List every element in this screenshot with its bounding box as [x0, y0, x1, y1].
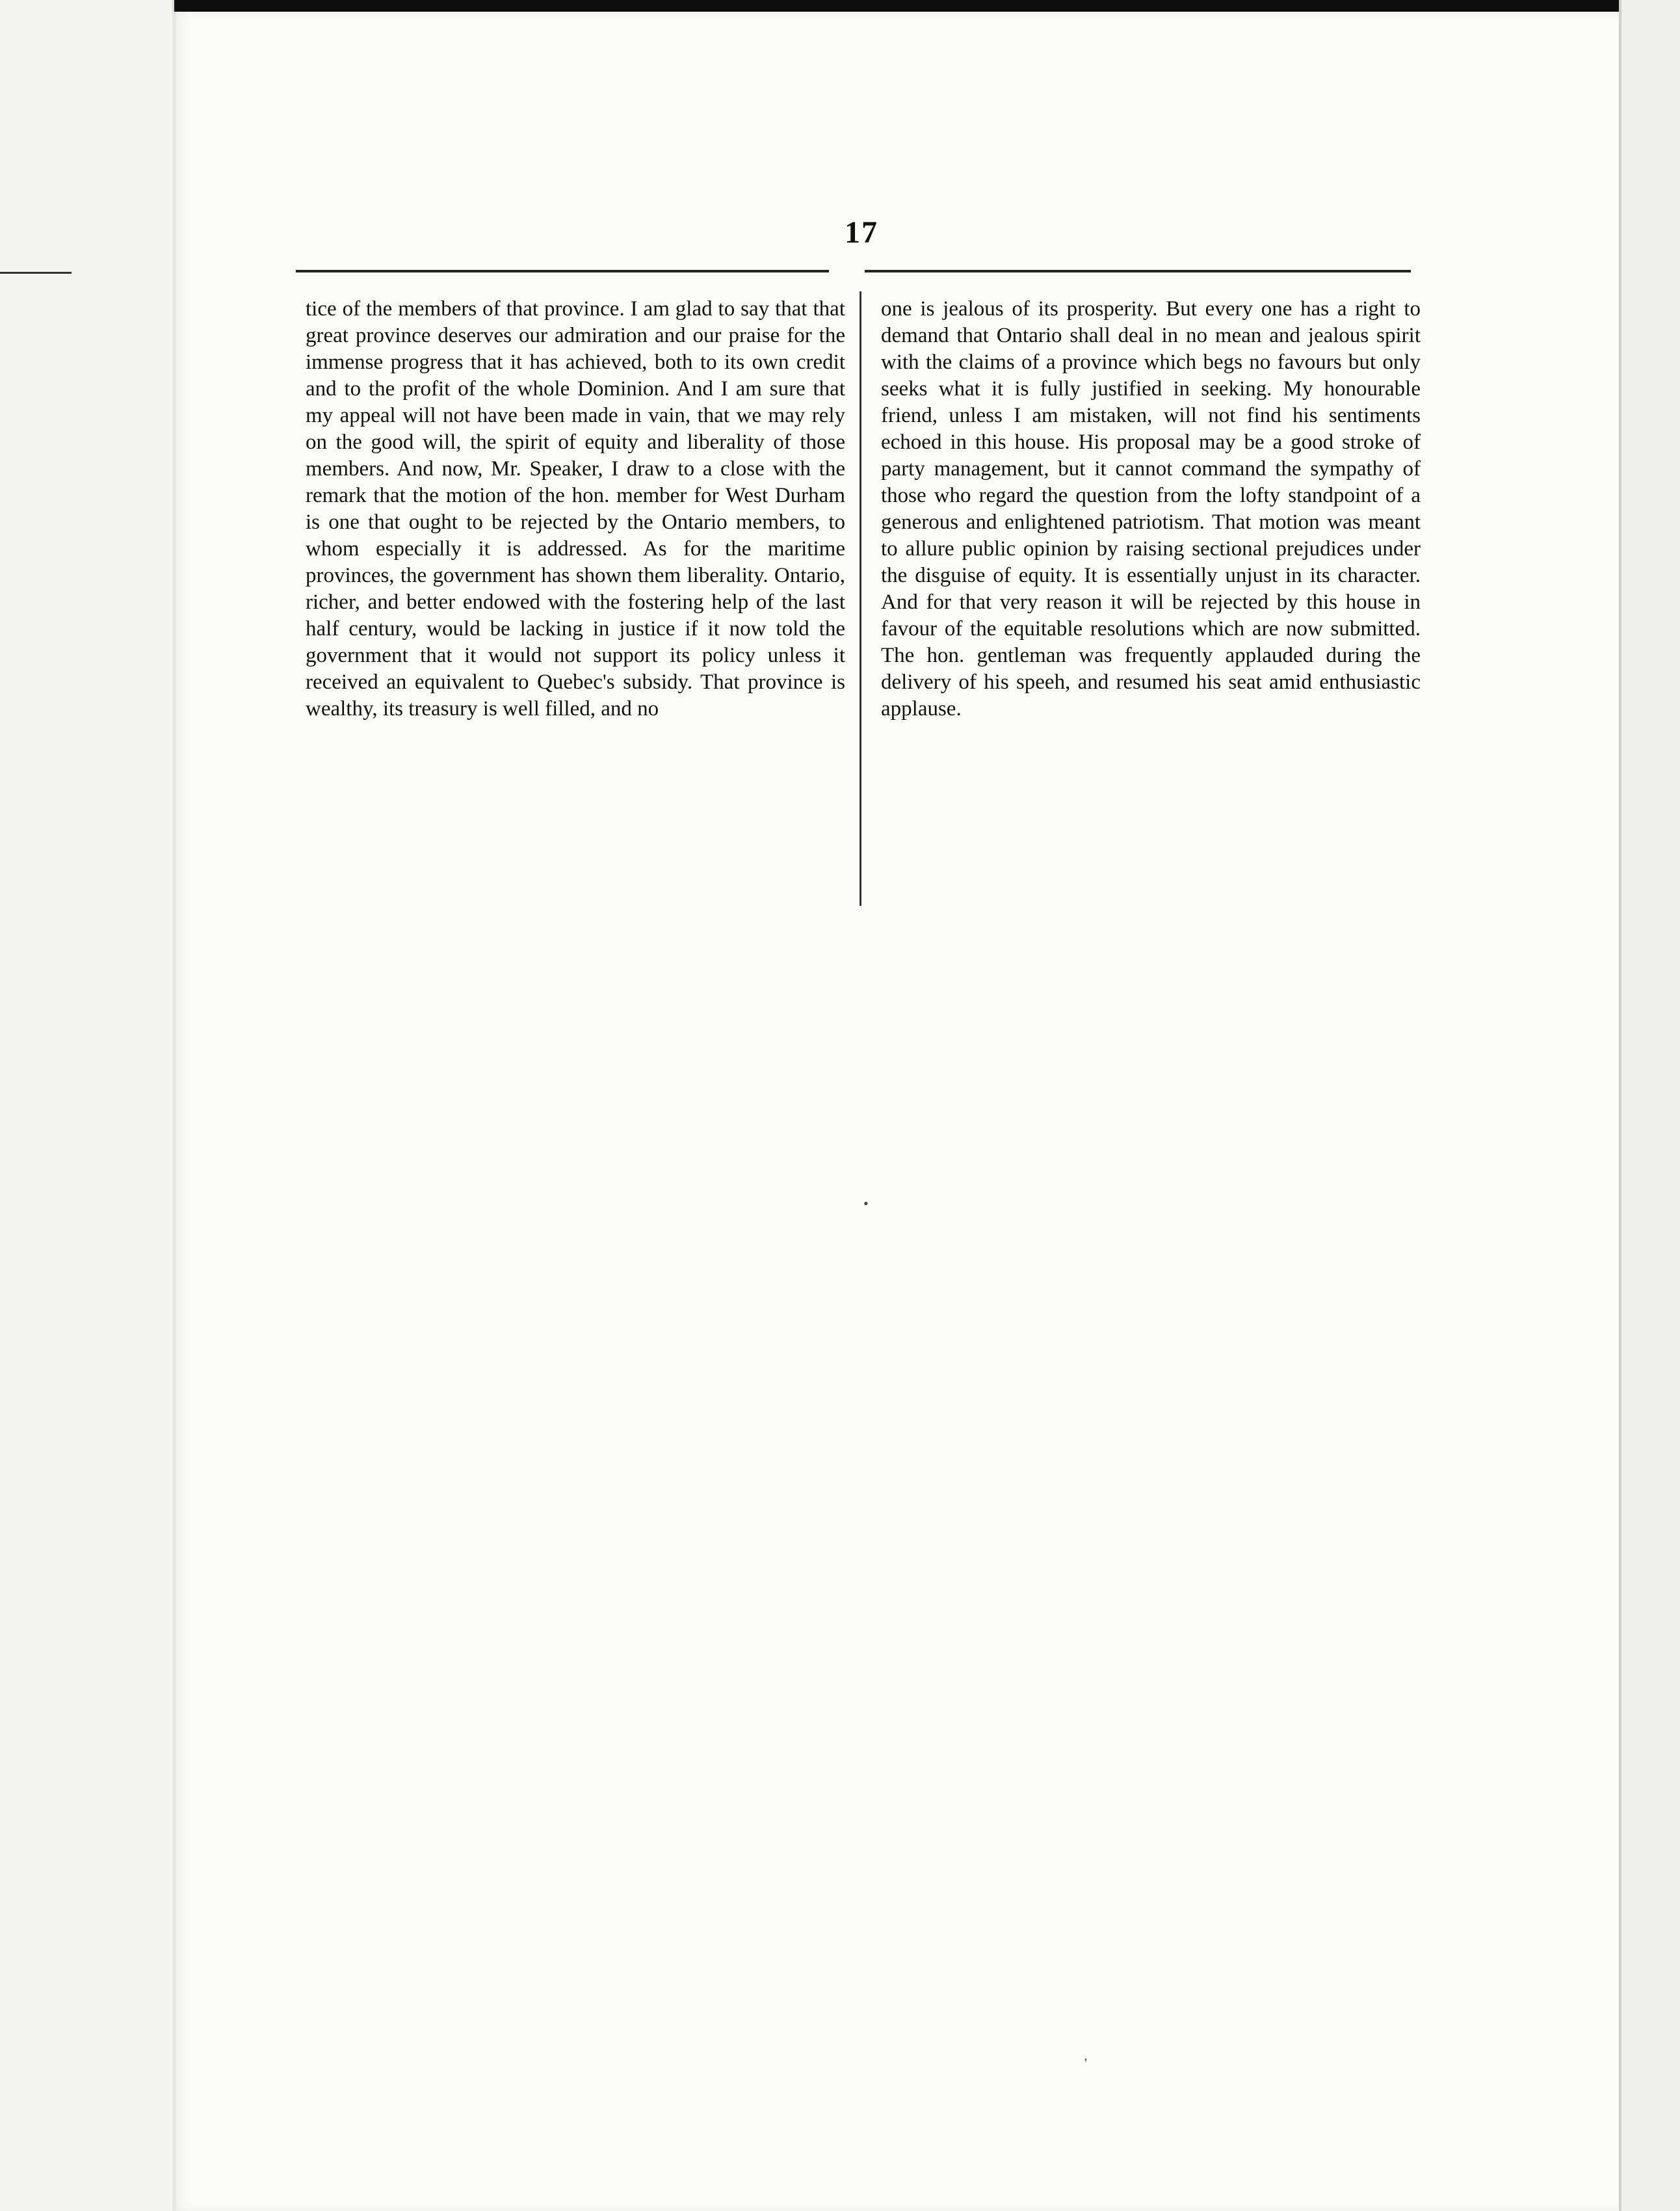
page-edge — [1619, 0, 1680, 2211]
header-rule-left — [296, 270, 829, 272]
text-column-right — [881, 296, 1421, 722]
previous-page-fragment — [0, 0, 174, 2211]
scan-speck: ' — [1084, 2055, 1087, 2071]
text-column-left — [306, 296, 845, 722]
header-rule-right — [865, 270, 1411, 272]
column-left-paragraph: tice of the members of that province. I am glad to say that that great province deserves our admiration and our praise for the immense progress that it has achieved, both to its own credit and to the profit of the whole Dominion. And I am sure that my appeal will not have been made in vain, that we may rely on the good will, the spirit of equity and liberality of those members. And now, Mr. Speaker, I draw to a close with the remark that the motion of the hon. member for West Durham is one that ought to be rejected by the Ontario members, to whom especially it is addressed. As for the maritime provinces, the government has shown them liberality. Ontario, richer, and better endowed with the fostering help of the last half century, would be lacking in justice if it now told the government that it would not support its policy unless it received an equivalent to Quebec's subsidy. That province is wealthy, its treasury is well filled, and no — [306, 297, 845, 721]
column-right-paragraph: one is jealous of its prosperity. But every one has a right to demand that Ontario shall deal in no mean and jealous spirit with the claims of a province which begs no favours but only seeks what it is fully justified in seeking. My honourable friend, unless I am mistaken, will not find his sentiments echoed in this house. His proposal may be a good stroke of party management, but it cannot command the sympathy of those who regard the question from the lofty standpoint of a generous and enlightened patriotism. That motion was meant to allure public opinion by raising sectional prejudices under the disguise of equity. It is essentially unjust in its character. And for that very reason it will be rejected by this house in favour of the equitable resolutions which are now submitted. The hon. gentleman was frequently applauded during the delivery of his speeh, and resumed his seat amid enthusiastic applause. — [881, 297, 1421, 721]
column-divider — [860, 291, 861, 906]
scan-speck: • — [863, 1195, 869, 1211]
page-number: 17 — [845, 215, 878, 250]
previous-page-rule — [0, 272, 72, 274]
